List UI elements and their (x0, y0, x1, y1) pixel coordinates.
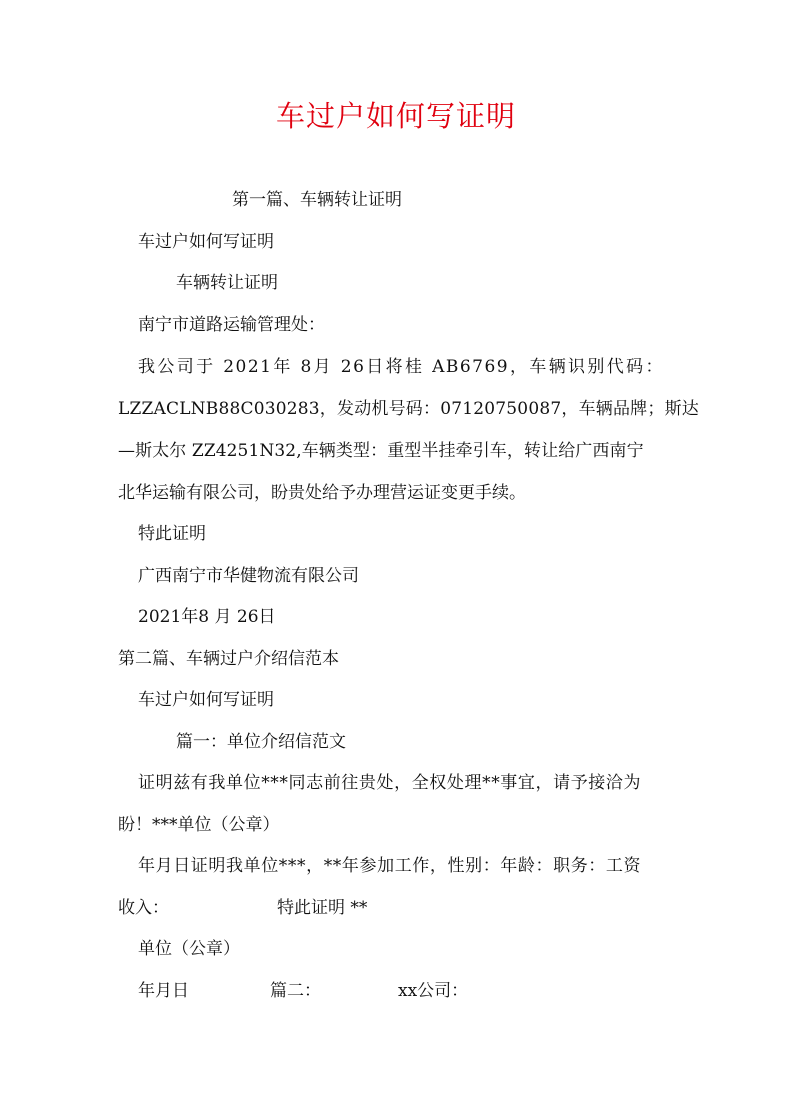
addressee: 南宁市道路运输管理处： (138, 315, 325, 335)
document-title: 车过户如何写证明 (275, 99, 516, 133)
next-part-label: 篇二： (270, 981, 321, 1001)
company-addressee: xx公司： (398, 981, 469, 1001)
date-label: 年月日 (138, 981, 189, 1001)
para2-line-1: 年月日证明我单位***，**年参加工作，性别：年龄：职务：工资 (138, 856, 642, 876)
body-line-1: 我公司于 2021年 8月 26日将桂 AB6769，车辆识别代码： (138, 357, 664, 377)
signature-date: 2021年8 月 26日 (138, 607, 276, 627)
body-line-2: LZZACLNB88C030283，发动机号码：07120750087，车辆品牌；斯达 (118, 399, 699, 419)
para1-line-2: 盼！***单位（公章） (118, 815, 280, 835)
closing-text: 特此证明 (138, 524, 206, 544)
para2-line-2-right: 特此证明 ** (277, 898, 368, 918)
para2-line-2-left: 收入： (118, 898, 169, 918)
seal-text: 单位（公章） (138, 939, 240, 959)
signature-company: 广西南宁市华健物流有限公司 (138, 566, 359, 586)
body-line-3: —斯太尔 ZZ4251N32,车辆类型：重型半挂牵引车，转让给广西南宁 (118, 441, 644, 461)
part1-heading: 第一篇、车辆转让证明 (232, 190, 402, 210)
body-line-4: 北华运输有限公司，盼贵处给予办理营运证变更手续。 (118, 483, 526, 503)
certificate-title: 车辆转让证明 (176, 273, 278, 293)
para1-line-1: 证明兹有我单位***同志前往贵处，全权处理**事宜，请予接洽为 (138, 773, 642, 793)
sample-title: 篇一：单位介绍信范文 (176, 732, 346, 752)
part2-subtitle: 车过户如何写证明 (138, 690, 274, 710)
part2-heading: 第二篇、车辆过户介绍信范本 (118, 649, 339, 669)
part1-subtitle: 车过户如何写证明 (138, 232, 274, 252)
